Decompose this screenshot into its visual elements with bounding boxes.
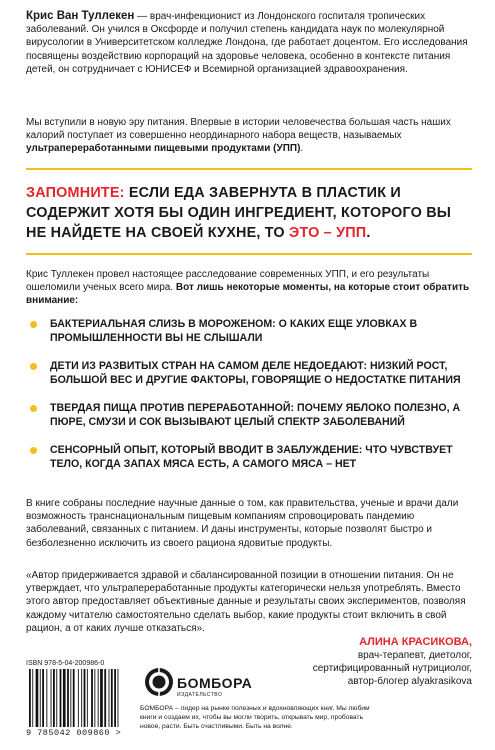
publisher-logo-subtitle: ИЗДАТЕЛЬСТВО: [177, 692, 223, 698]
intro-end: .: [300, 143, 304, 155]
barcode-digits: 9 785042 009860 >: [26, 728, 122, 738]
quote: «Автор придерживается здравой и сбалансированной позиции в отношении питания. Он не утверждает, что ультрапереработанные продукты категорически нельзя употреблять. Вместо этого автор предоставляет объективные данные и результаты своих экспериментов, позволяя каждому читателю самостоятельно сделать выбор, какие продукты стоит включить в свой рацион, а от каких лучше отказаться».: [26, 570, 466, 634]
conclusion-paragraph: В книге собраны последние научные данные о том, как правительства, ученые и врачи дали возможность транснациональным пищевым компаниям спровоцировать пандемию заболеваний, связанных с питанием. И даны инструменты, которые позволят быстро и безболезненно исключить из своего рациона ядовитые продукты.: [26, 498, 459, 549]
bullet-item: [26, 443, 472, 471]
publisher-logo: [144, 667, 254, 703]
research-paragraph: [26, 268, 472, 308]
intro-paragraph: [26, 116, 472, 156]
author-bio-text: — врач-инфекционист из Лондонского госпиталя тропических заболеваний. Он учился в Оксфорде и получил степень кандидата наук по молекулярной вирусологии в Университетском колледже Лондона, где работает доцентом. Его исследования посвящены воздействию корпораций на здоровье человека, особенно в контексте питания детей, он сотрудничает с ЮНИСЕФ и Всемирной организацией здравоохранения.: [26, 11, 468, 75]
remember-highlight: ЭТО – УПП: [289, 225, 367, 241]
barcode-icon: [26, 669, 126, 727]
bullet-dot-icon: [30, 321, 37, 328]
bullet-item: [26, 317, 472, 345]
bullet-text: СЕНСОРНЫЙ ОПЫТ, КОТОРЫЙ ВВОДИТ В ЗАБЛУЖДЕНИЕ: ЧТО ЧУВСТВУЕТ ТЕЛО, КОГДА ЗАПАХ МЯСА ЕСТЬ, А САМОГО МЯСА – НЕТ: [50, 444, 453, 470]
bullet-dot-icon: [30, 447, 37, 454]
bullet-text: ДЕТИ ИЗ РАЗВИТЫХ СТРАН НА САМОМ ДЕЛЕ НЕДОЕДАЮТ: НИЗКИЙ РОСТ, БОЛЬШОЙ ВЕС И ДРУГИЕ ФАКТОРЫ, ГОВОРЯЩИЕ О НЕДОСТАТКЕ ПИТАНИЯ: [50, 360, 461, 386]
quote-author: [313, 636, 472, 688]
quote-author-name: АЛИНА КРАСИКОВА,: [359, 636, 472, 648]
bullet-dot-icon: [30, 405, 37, 412]
remember-callout: [26, 183, 472, 243]
bullet-dot-icon: [30, 363, 37, 370]
barcode: [26, 669, 126, 739]
bullet-text: ТВЕРДАЯ ПИЩА ПРОТИВ ПЕРЕРАБОТАННОЙ: ПОЧЕМУ ЯБЛОКО ПОЛЕЗНО, А ПЮРЕ, СМУЗИ И СОК ВЫЗЫВАЮТ ЦЕЛЫЙ СПЕКТР ЗАБОЛЕВАНИЙ: [50, 402, 461, 428]
publisher-name: БОМБОРА: [140, 705, 174, 712]
bombora-logo-icon: [144, 667, 174, 697]
author-bio: [26, 10, 472, 76]
bullet-item: [26, 401, 472, 429]
bullet-text: БАКТЕРИАЛЬНАЯ СЛИЗЬ В МОРОЖЕНОМ: О КАКИХ ЕЩЕ УЛОВКАХ В ПРОМЫШЛЕННОСТИ ВЫ НЕ СЛЫШАЛИ: [50, 318, 418, 344]
remember-label: ЗАПОМНИТЕ:: [26, 185, 125, 201]
bottom-divider: [26, 253, 472, 255]
publisher-blurb: [140, 704, 370, 731]
quote-author-title: врач-терапевт, диетолог,: [357, 650, 472, 661]
research-bold: Вот лишь некоторые моменты, на которые стоит обратить внимание:: [26, 282, 470, 307]
intro-bold: ультрапереработанными пищевыми продуктами (УПП): [26, 143, 301, 155]
bullet-list: [26, 317, 472, 485]
research-text: Крис Туллекен провел настоящее расследование современных УПП, и его результаты ошеломили ученых всего мира.: [26, 269, 430, 294]
isbn: ISBN 978-5-04-200986-0: [26, 660, 105, 667]
top-divider: [26, 168, 472, 170]
publisher-logo-name: БОМБОРА: [177, 675, 253, 691]
remember-end: .: [366, 225, 371, 241]
author-name: Крис Ван Туллекен: [26, 10, 135, 22]
publisher-text: – лидер на рынке полезных и вдохновляющих книг. Мы любим книги и создаем их, чтобы вы могли творить, открывать мир, пробовать новое, расти. Быть счастливыми. Быть на волне.: [140, 705, 370, 730]
quote-author-title: автор-блогер alyakrasikova: [347, 676, 472, 687]
intro-text: Мы вступили в новую эру питания. Впервые в истории человечества большая часть наших калорий поступает из совершенно неординарного набора веществ, называемых: [26, 117, 451, 142]
remember-text: ЕСЛИ ЕДА ЗАВЕРНУТА В ПЛАСТИК И СОДЕРЖИТ ХОТЯ БЫ ОДИН ИНГРЕДИЕНТ, КОТОРОГО ВЫ НЕ НАЙДЕТЕ НА СВОЕЙ КУХНЕ, ТО: [26, 185, 452, 241]
quote-author-title: сертифицированный нутрициолог,: [312, 663, 472, 674]
bullet-item: [26, 359, 472, 387]
